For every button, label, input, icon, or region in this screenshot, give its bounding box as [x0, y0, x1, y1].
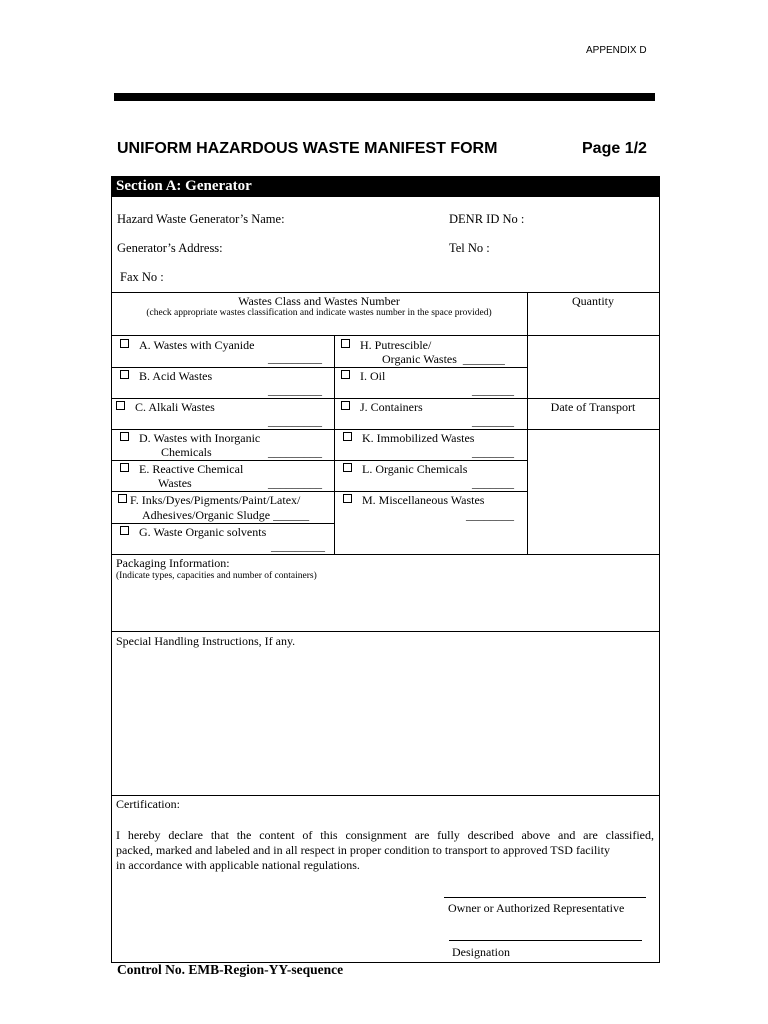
- checkbox-icon[interactable]: [120, 526, 129, 535]
- denr-id-label: DENR ID No :: [449, 212, 525, 226]
- waste-f-line2: Adhesives/Organic Sludge ______: [142, 508, 310, 522]
- checkbox-icon[interactable]: [341, 339, 350, 348]
- row-divider: [111, 292, 659, 293]
- waste-j[interactable]: J. Containers: [341, 400, 423, 415]
- waste-e-blank: _________: [268, 476, 322, 490]
- row-divider: [111, 460, 527, 461]
- checkbox-icon[interactable]: [120, 370, 129, 379]
- waste-h[interactable]: H. Putrescible/: [341, 338, 431, 353]
- waste-k[interactable]: K. Immobilized Wastes: [343, 431, 474, 446]
- waste-d-line2: Chemicals: [161, 445, 212, 459]
- row-divider: [111, 554, 659, 555]
- row-divider: [111, 523, 334, 524]
- row-divider: [111, 491, 527, 492]
- checkbox-icon[interactable]: [118, 494, 127, 503]
- waste-m-blank: ________: [466, 508, 514, 522]
- waste-a[interactable]: A. Wastes with Cyanide: [120, 338, 254, 353]
- waste-d-blank: _________: [268, 445, 322, 459]
- certification-line-3: in accordance with applicable national regulations.: [116, 858, 360, 872]
- page-number: Page 1/2: [582, 140, 647, 157]
- owner-label: Owner or Authorized Representative: [448, 901, 625, 915]
- checkbox-icon[interactable]: [341, 401, 350, 410]
- section-title: Section A: Generator: [116, 178, 252, 194]
- waste-c-blank: _________: [268, 414, 322, 428]
- row-divider: [111, 795, 659, 796]
- column-divider: [334, 335, 335, 554]
- appendix-label: APPENDIX D: [586, 45, 647, 56]
- generator-name-label: Hazard Waste Generator’s Name:: [117, 212, 285, 226]
- form-title: UNIFORM HAZARDOUS WASTE MANIFEST FORM: [117, 140, 498, 157]
- waste-a-blank: _________: [268, 351, 322, 365]
- header-rule: [114, 93, 655, 101]
- fax-label: Fax No :: [120, 270, 164, 284]
- waste-g[interactable]: G. Waste Organic solvents: [120, 525, 266, 540]
- waste-b[interactable]: B. Acid Wastes: [120, 369, 212, 384]
- date-of-transport-label: Date of Transport: [550, 400, 636, 414]
- generator-address-label: Generator’s Address:: [117, 241, 223, 255]
- quantity-label: Quantity: [572, 294, 614, 308]
- waste-b-blank: _________: [268, 383, 322, 397]
- owner-signature-line: [444, 897, 646, 898]
- row-divider: [111, 367, 527, 368]
- checkbox-icon[interactable]: [120, 463, 129, 472]
- designation-signature-line: [449, 940, 642, 941]
- row-divider: [111, 631, 659, 632]
- checkbox-icon[interactable]: [343, 463, 352, 472]
- certification-line-2: packed, marked and labeled and in all respect in proper condition to transport to approved TSD facility: [116, 843, 610, 857]
- wastes-subheader: (check appropriate wastes classification and indicate wastes number in the space provided): [146, 308, 492, 318]
- control-number: Control No. EMB-Region-YY-sequence: [117, 962, 344, 977]
- row-divider: [111, 398, 659, 399]
- waste-e-line2: Wastes: [158, 476, 192, 490]
- certification-label: Certification:: [116, 797, 180, 811]
- waste-k-blank: _______: [472, 445, 514, 459]
- waste-e[interactable]: E. Reactive Chemical: [120, 462, 243, 477]
- checkbox-icon[interactable]: [343, 494, 352, 503]
- waste-m[interactable]: M. Miscellaneous Wastes: [343, 493, 484, 508]
- special-handling-label: Special Handling Instructions, If any.: [116, 634, 296, 648]
- designation-label: Designation: [452, 945, 510, 959]
- packaging-hint: (Indicate types, capacities and number of containers): [116, 571, 317, 581]
- checkbox-icon[interactable]: [120, 339, 129, 348]
- packaging-label: Packaging Information:: [116, 556, 230, 570]
- row-divider: [111, 429, 659, 430]
- checkbox-icon[interactable]: [120, 432, 129, 441]
- row-divider: [111, 335, 659, 336]
- waste-g-blank: _________: [271, 539, 325, 553]
- column-divider: [527, 292, 528, 554]
- checkbox-icon[interactable]: [343, 432, 352, 441]
- certification-line-1: I hereby declare that the content of this consignment are fully described above and are classified,: [116, 828, 654, 842]
- waste-d[interactable]: D. Wastes with Inorganic: [120, 431, 260, 446]
- waste-f[interactable]: F. Inks/Dyes/Pigments/Paint/Latex/: [118, 493, 300, 508]
- waste-h-line2: Organic Wastes _______: [382, 352, 505, 366]
- waste-j-blank: _______: [472, 414, 514, 428]
- checkbox-icon[interactable]: [116, 401, 125, 410]
- wastes-header: Wastes Class and Wastes Number: [238, 294, 400, 308]
- waste-l[interactable]: L. Organic Chemicals: [343, 462, 467, 477]
- waste-i-blank: _______: [472, 383, 514, 397]
- tel-label: Tel No :: [449, 241, 490, 255]
- waste-c[interactable]: C. Alkali Wastes: [116, 400, 215, 415]
- waste-l-blank: _______: [472, 476, 514, 490]
- section-a-header: [111, 176, 660, 197]
- waste-i[interactable]: I. Oil: [341, 369, 385, 384]
- checkbox-icon[interactable]: [341, 370, 350, 379]
